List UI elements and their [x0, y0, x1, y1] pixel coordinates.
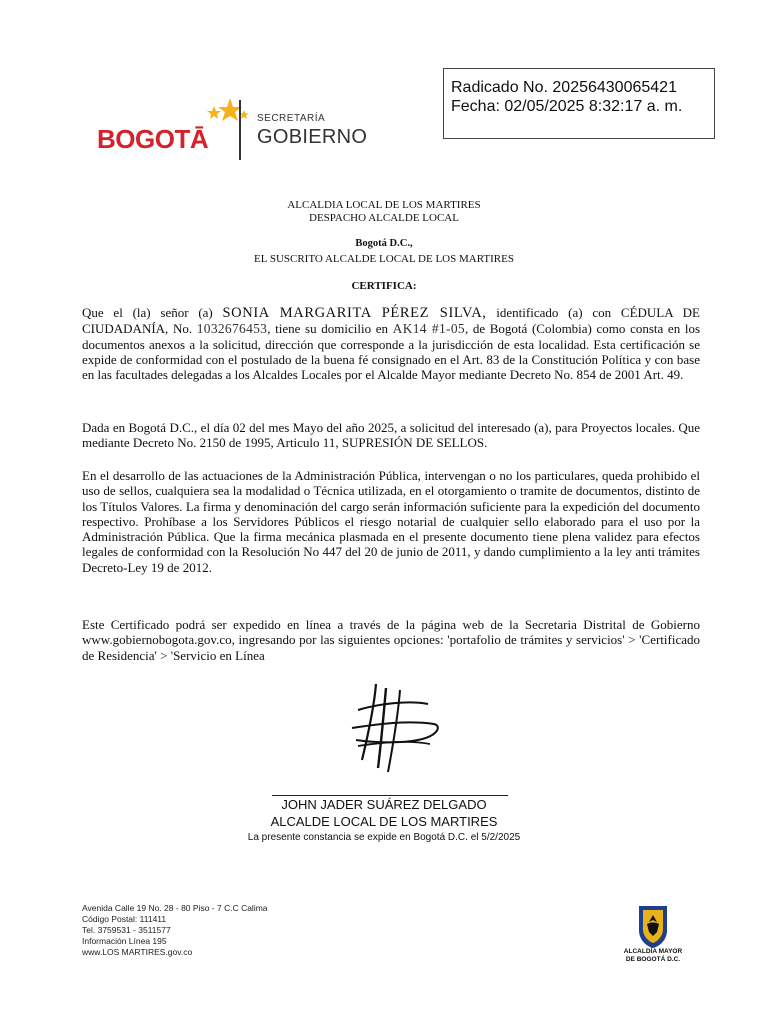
- heading-city: Bogotá D.C.,: [355, 238, 413, 249]
- crest-caption-line2: DE BOGOTÁ D.C.: [625, 955, 681, 963]
- radicado-box: [443, 68, 715, 139]
- signature-line: [272, 795, 508, 796]
- footer-postal: Código Postal: 111411: [82, 914, 167, 924]
- footer-website: www.LOS MARTIRES.gov.co: [82, 947, 193, 957]
- logo-secretaria: SECRETARÍA: [257, 113, 326, 124]
- p1-text-d: , de Bogotá (Colombia) como consta en los documentos anexos a la solicitud, dirección que corresponde a la jurisdicción de esta localidad. Esta certificación se expide de conformidad con el postulado de la buena fé consignado en el Art. 83 de la Constitución Política y con base en las facultades delegadas a los Alcaldes Locales por el Alcalde Mayor mediante Decreto No. 854 de 2001 Art. 49.: [82, 321, 701, 383]
- address-value: AK14 #1-05: [392, 321, 465, 337]
- paragraph-online: Este Certificado podrá ser expedido en línea a través de la página web de la Secretaria Distrital de Gobierno www.gobiernobogota.gov.co, ingresando por las siguientes opciones: 'portafolio de trámites y servicios' > 'Certificado de Residencia' > 'Servicio en Línea: [82, 617, 700, 663]
- heading-suscrito: EL SUSCRITO ALCALDE LOCAL DE LOS MARTIRES: [254, 253, 514, 265]
- radicado-number: Radicado No. 20256430065421: [451, 79, 677, 96]
- p1-text-b: identificado (a) con CÉDULA DE CIUDADANÍA, No.: [82, 305, 700, 337]
- paragraph-certification: [82, 305, 700, 382]
- p1-text-a: Que el (la) señor (a): [82, 305, 223, 320]
- cedula-number: 1032676453: [196, 321, 268, 337]
- handwritten-signature: [338, 680, 448, 780]
- footer-address: Avenida Calle 19 No. 28 - 80 Piso - 7 C.C Calima: [82, 903, 268, 913]
- logo-divider: [239, 100, 241, 160]
- heading-certifica: CERTIFICA:: [351, 280, 417, 292]
- paragraph-supresion-sellos: En el desarrollo de las actuaciones de la Administración Pública, intervengan o no los particulares, queda prohibido el uso de sellos, cualquiera sea la modalidad o Técnica utilizada, en el otorgamiento o tramite de documentos, distinto de los Títulos Valores. La firma y denominación del cargo serán información suficiente para la expedición del documento respectivo. Prohíbase a los Servidores Públicos el riesgo notarial de cualquier sello elaborado para el uso por la Administración Pública. Que la firma mecánica plasmada en el presente documento tiene plena validez para efectos legales de conformidad con la Resolución No 447 del 20 de junio de 2011, y dando cumplimiento a la ley anti trámites Decreto-Ley 19 de 2012.: [82, 468, 700, 575]
- paragraph-dada: Dada en Bogotá D.C., el día 02 del mes Mayo del año 2025, a solicitud del interesado (a), para Proyectos locales. Que mediante Decreto No. 2150 de 1995, Articulo 11, SUPRESIÓN DE SELLOS.: [82, 420, 700, 451]
- logo-brand-text: BOGOTĀ: [97, 124, 209, 154]
- radicado-date: Fecha: 02/05/2025 8:32:17 a. m.: [451, 98, 683, 115]
- signer-role: ALCALDE LOCAL DE LOS MARTIRES: [270, 814, 498, 829]
- footer-contact: [82, 903, 268, 958]
- heading-despacho: DESPACHO ALCALDE LOCAL: [309, 212, 459, 224]
- signer-name: JOHN JADER SUÁREZ DELGADO: [281, 797, 487, 812]
- issue-note: La presente constancia se expide en Bogotá D.C. el 5/2/2025: [247, 832, 521, 843]
- crest-caption-line1: ALCALDÍA MAYOR: [623, 948, 683, 955]
- heading-alcaldia: ALCALDIA LOCAL DE LOS MARTIRES: [287, 199, 481, 211]
- logo-gobierno: GOBIERNO: [257, 126, 368, 148]
- citizen-name: SONIA MARGARITA PÉREZ SILVA,: [222, 305, 487, 321]
- footer-phone: Tel. 3759531 - 3511577: [82, 925, 171, 935]
- p1-text-c: , tiene su domicilio en: [267, 321, 393, 337]
- footer-info-line: Información Línea 195: [82, 936, 167, 946]
- bogota-gobierno-logo: [97, 96, 367, 166]
- crest-caption: [598, 948, 708, 963]
